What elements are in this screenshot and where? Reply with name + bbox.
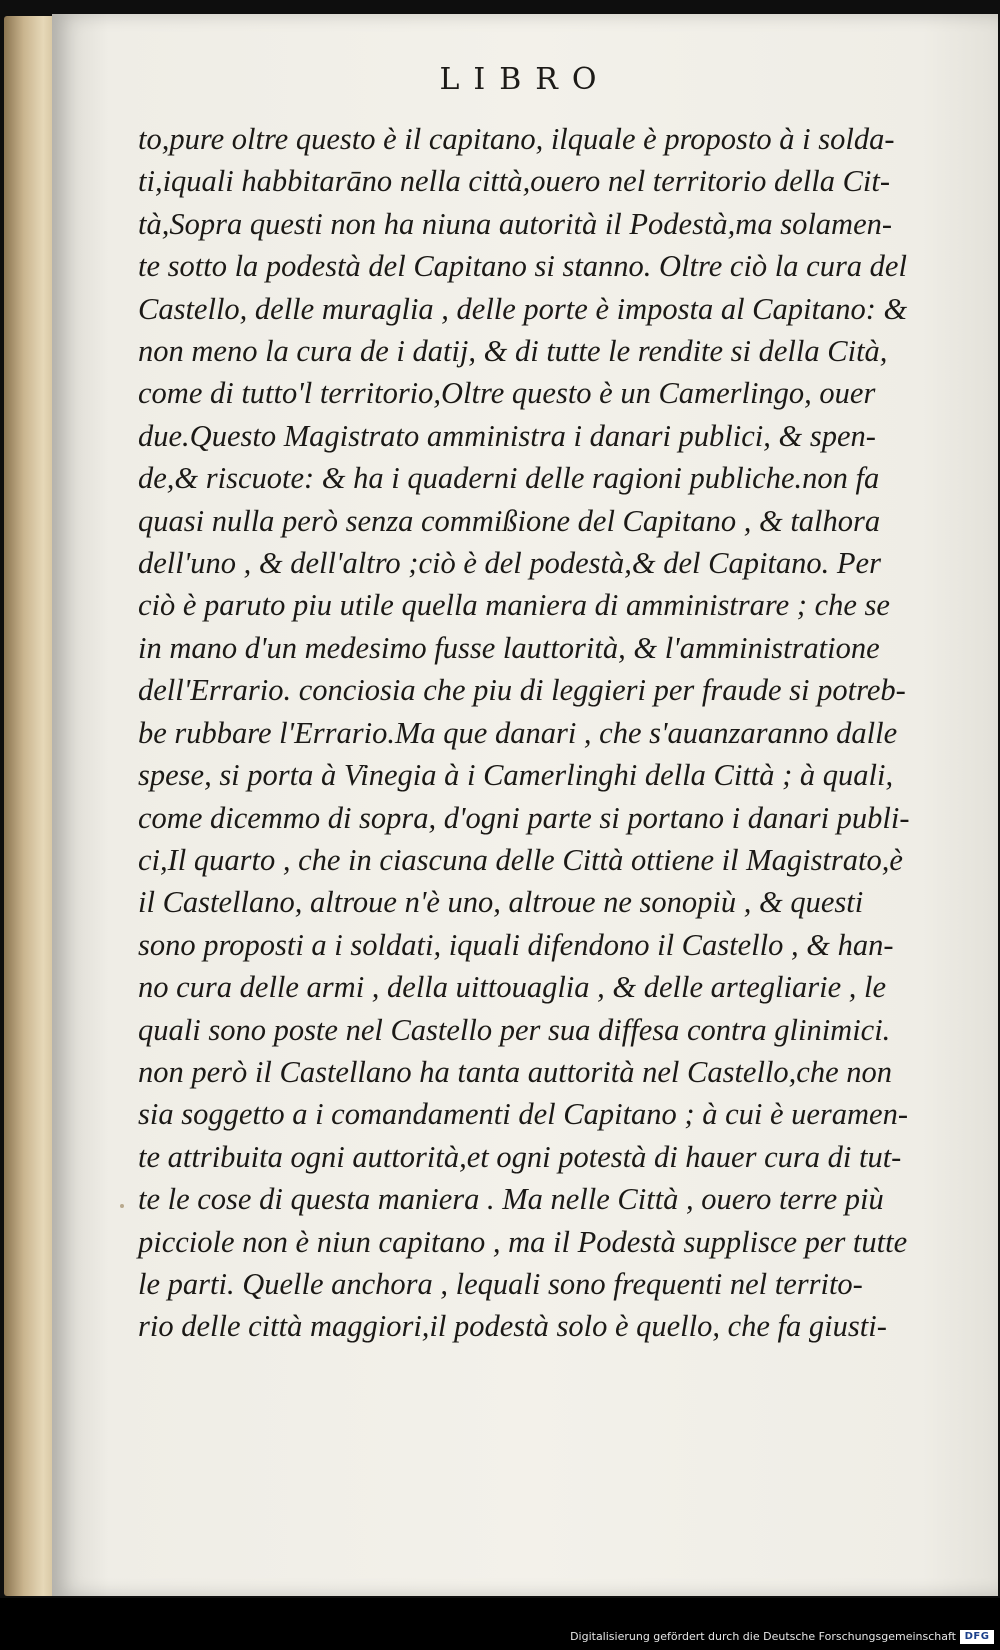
text-line: sono proposti a i soldati, iquali difendono il Castello , & han- <box>138 927 894 962</box>
text-line: be rubbare l'Errario.Ma que danari , che s'auanzaranno dalle <box>138 715 898 750</box>
text-line: ti,iquali habbitarāno nella città,ouero nel territorio della Cit- <box>138 164 891 199</box>
digitization-credit: Digitalisierung gefördert durch die Deutsche Forschungsgemeinschaft <box>570 1630 956 1643</box>
text-line: picciole non è niun capitano , ma il Podestà supplisce per tutte <box>138 1224 908 1259</box>
text-line: come dicemmo di sopra, d'ogni parte si portano i danari publi- <box>138 800 910 835</box>
dfg-logo-icon: DFG <box>960 1630 994 1644</box>
text-line: ciò è paruto piu utile quella maniera di amministrare ; che se <box>138 588 890 623</box>
text-line: te sotto la podestà del Capitano si stanno. Oltre ciò la cura del <box>138 249 907 284</box>
text-line: sia soggetto a i comandamenti del Capitano ; à cui è ueramen- <box>138 1097 909 1132</box>
text-line: in mano d'un medesimo fusse lauttorità, & l'amministratione <box>138 630 880 665</box>
text-line: quasi nulla però senza commißione del Capitano , & talhora <box>138 503 881 538</box>
text-line: to,pure oltre questo è il capitano, ilquale è proposto à i solda- <box>138 122 895 156</box>
text-line: te le cose di questa maniera . Ma nelle Città , ouero terre più <box>138 1182 884 1217</box>
text-line: due.Questo Magistrato amministra i danari publici, & spen- <box>138 418 876 453</box>
page-body-text <box>138 118 996 1348</box>
footer-bar <box>0 1598 1000 1650</box>
text-line: rio delle città maggiori,il podestà solo è quello, che fa giusti- <box>138 1309 887 1344</box>
text-line: te attribuita ogni auttorità,et ogni potestà di hauer cura di tut- <box>138 1139 902 1174</box>
text-line: come di tutto'l territorio,Oltre questo è un Camerlingo, ouer <box>138 376 876 411</box>
text-line: il Castellano, altroue n'è uno, altroue ne sonopiù , & questi <box>138 885 864 920</box>
book-page <box>52 14 998 1596</box>
running-title: LIBRO <box>439 62 611 97</box>
text-line: le parti. Quelle anchora , lequali sono frequenti nel territo- <box>138 1266 863 1301</box>
text-line: ci,Il quarto , che in ciascuna delle Città ottiene il Magistrato,è <box>138 842 903 877</box>
text-line: dell'Errario. conciosia che piu di leggieri per fraude si potreb- <box>138 673 906 708</box>
text-line: non meno la cura de i datij, & di tutte le rendite si della Cità, <box>138 334 888 369</box>
text-line: spese, si porta à Vinegia à i Camerlinghi della Città ; à quali, <box>138 758 894 793</box>
paper-speck <box>120 1204 124 1208</box>
text-line: no cura delle armi , della uittouaglia , & delle artegliarie , le <box>138 970 886 1005</box>
text-line: de,& riscuote: & ha i quaderni delle ragioni publiche.non fa <box>138 461 880 496</box>
text-line: tà,Sopra questi non ha niuna autorità il Podestà,ma solamen- <box>138 206 893 241</box>
text-line: Castello, delle muraglia , delle porte è imposta al Capitano: & <box>138 291 908 326</box>
text-line: non però il Castellano ha tanta auttorità nel Castello,che non <box>138 1054 892 1089</box>
text-line: dell'uno , & dell'altro ;ciò è del podestà,& del Capitano. Per <box>138 546 881 581</box>
text-line: quali sono poste nel Castello per sua diffesa contra glinimici. <box>138 1012 891 1047</box>
